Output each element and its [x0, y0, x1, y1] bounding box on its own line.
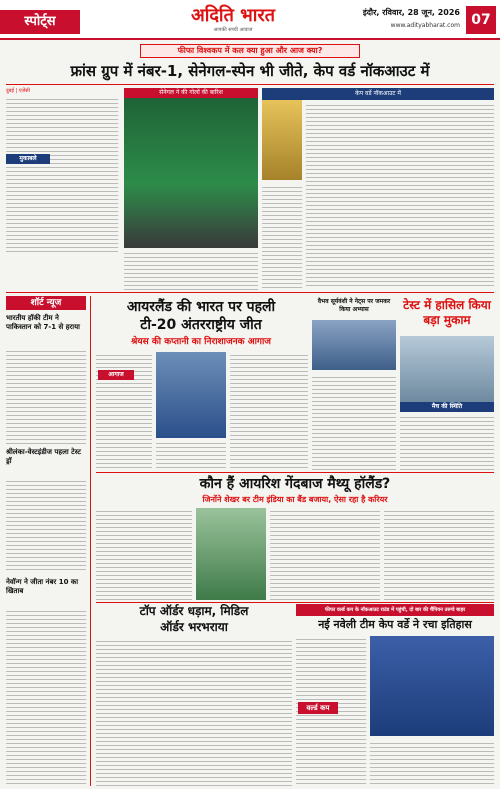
divider	[96, 602, 494, 603]
logo-text: अदिति भारत	[190, 5, 276, 26]
sidebar-item3-title: नेवॉन्ग ने जीता नंबर 10 का खिताब	[6, 578, 79, 595]
story4-body-col2	[270, 508, 380, 600]
story3-kicker: वैभव सूर्यवंशी ने नेट्स पर जमकर किया अभ्यास	[317, 298, 391, 313]
story2-headline-2: टी-20 अंतरराष्ट्रीय जीत	[140, 317, 262, 333]
story4-body-col1	[96, 508, 192, 600]
story3-photo	[312, 320, 396, 370]
story3-body2	[400, 414, 494, 470]
logo	[158, 4, 308, 34]
story4-headline: कौन हैं आयरिश गेंदबाज मैथ्यू हॉलैंड?	[199, 476, 391, 492]
story1-body-col2	[124, 250, 258, 290]
story1-headline: फ्रांस ग्रुप में नंबर-1, सेनेगल-स्पेन भी जीते, केप वर्ड नॉकआउट में	[70, 62, 430, 80]
story1-subhead: मुकाबले	[6, 154, 50, 164]
story5-body	[96, 638, 292, 786]
photo-caption-left: सेनेगल ने की गोलों की बारिश	[124, 88, 258, 98]
story1-byline: दुबई | एजेंसी	[6, 88, 30, 94]
photo-caption-right: केप वर्डे नॉकआउट में	[355, 90, 401, 97]
story4-body-col3	[384, 508, 494, 600]
story2-pull-label: आगाज	[98, 370, 134, 380]
trophy-photo	[262, 100, 302, 180]
story3-photo2	[400, 336, 494, 402]
story6-photo	[370, 636, 494, 736]
story2-body-col2	[156, 440, 226, 470]
website: www.adityabharat.com	[390, 22, 460, 29]
story1-kicker-bar	[140, 44, 360, 58]
story3-title: टेस्ट में हासिल किया बड़ा मुकाम	[403, 298, 491, 327]
masthead	[0, 0, 500, 40]
story1-body-col1	[6, 96, 118, 252]
sidebar-heading: शॉर्ट न्यूज	[6, 296, 86, 310]
story6-kicker: फीफा वर्ल्ड कप के नॉकआउट राउंड में पहुंची, दो बार की चैंपियन उरुग्वे बाहर	[296, 604, 494, 616]
story4-subhead: जिनोंने शेखर बर टीम इंडिया का बैंड बजाया, ऐसा रहा है करियर	[202, 495, 388, 504]
match-photo-right	[262, 88, 494, 100]
story1-kicker: फीफा विश्वकप में कल क्या हुआ और आज क्या?	[177, 46, 323, 55]
story5-headline-1: टॉप ऑर्डर धड़ाम, मिडिल	[139, 604, 249, 618]
sidebar-item1-title: भारतीय हॉकी टीम ने पाकिस्तान को 7-1 से हराया	[6, 314, 80, 331]
story2-headline-1: आयरलैंड की भारत पर पहली	[126, 299, 276, 315]
divider	[6, 84, 494, 85]
divider	[6, 292, 494, 293]
sidebar-rule	[90, 296, 91, 786]
story5-headline-2: ऑर्डर भरभराया	[160, 620, 228, 634]
divider	[96, 472, 494, 473]
story2-subhead: श्रेयस की कप्तानी का निराशाजनक आगाज	[131, 337, 271, 347]
sidebar-item3-body	[6, 608, 86, 784]
story6-side-label: वर्ल्ड कप	[298, 702, 338, 714]
story1-body-col4	[262, 184, 302, 288]
sidebar-item1-body	[6, 348, 86, 444]
sidebar-item2-title: श्रीलंका-वेस्टइंडीज पहला टेस्ट ड्रॉ	[6, 448, 81, 465]
match-photo-left	[124, 88, 258, 248]
logo-tagline: आपकी सच्ची आवाज	[213, 27, 253, 33]
story2-photo	[156, 352, 226, 438]
sidebar-item2-body	[6, 478, 86, 572]
story6-headline: नई नवेली टीम केप वर्डे ने रचा इतिहास	[318, 618, 472, 631]
story6-body2	[370, 740, 494, 786]
story3-caption: मैच की स्थिति	[400, 402, 494, 412]
section-label: स्पोर्ट्स	[0, 10, 80, 34]
story4-photo	[196, 508, 266, 600]
story2-body-col3	[230, 352, 308, 470]
page-number: 07	[466, 6, 496, 34]
story1-body-col3	[306, 102, 494, 288]
story3-body	[312, 374, 396, 470]
dateline: इंदौर, रविवार, 28 जून, 2026	[362, 8, 460, 17]
